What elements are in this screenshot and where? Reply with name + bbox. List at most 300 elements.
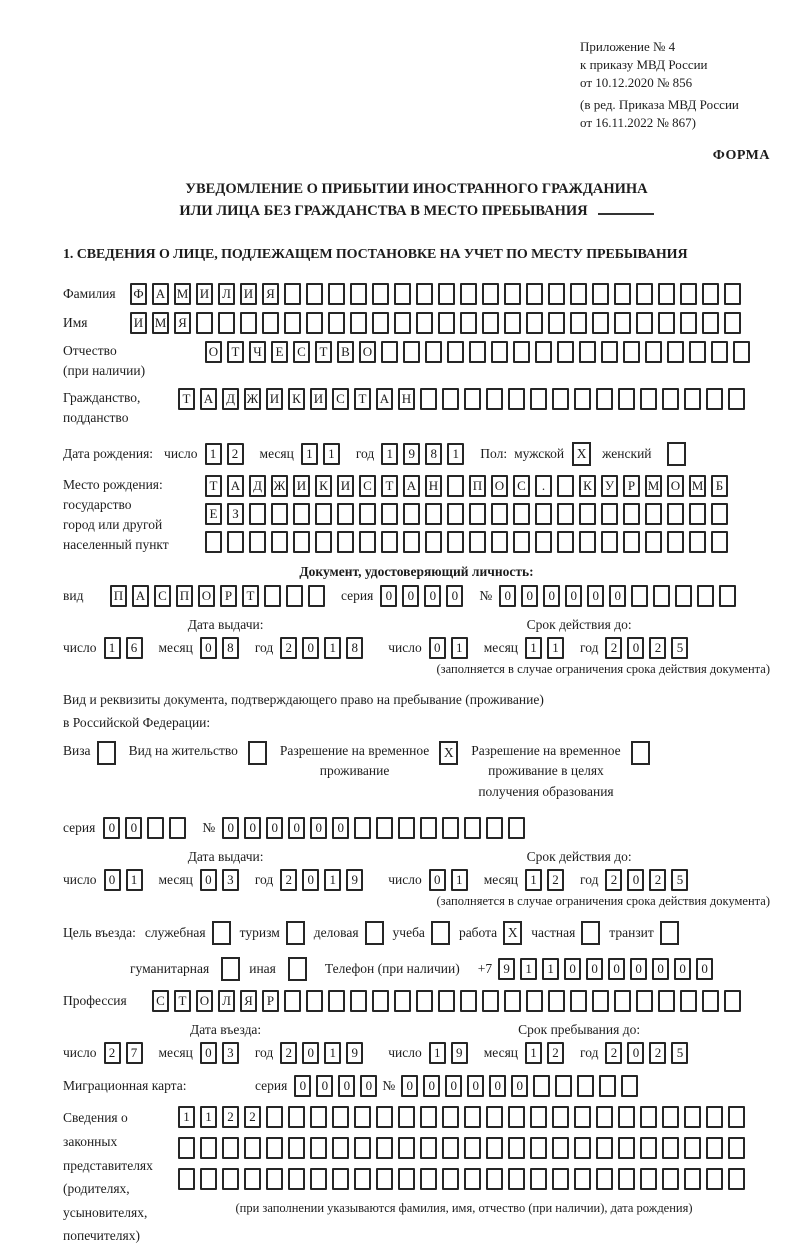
char-cell[interactable]: [310, 1168, 327, 1190]
char-cell[interactable]: 1: [324, 1042, 341, 1064]
char-cell[interactable]: [328, 283, 345, 305]
char-cell[interactable]: [486, 817, 503, 839]
char-cell[interactable]: [513, 503, 530, 525]
char-cell[interactable]: [636, 312, 653, 334]
char-cell[interactable]: Я: [262, 283, 279, 305]
char-cell[interactable]: 5: [671, 637, 688, 659]
char-cell[interactable]: А: [403, 475, 420, 497]
char-cell[interactable]: [724, 990, 741, 1012]
char-cell[interactable]: [504, 283, 521, 305]
char-cell[interactable]: [574, 1106, 591, 1128]
char-cell[interactable]: [306, 312, 323, 334]
char-cell[interactable]: [264, 585, 281, 607]
char-cell[interactable]: [482, 283, 499, 305]
char-cell[interactable]: 1: [178, 1106, 195, 1128]
char-cell[interactable]: 0: [429, 869, 446, 891]
char-cell[interactable]: [420, 388, 437, 410]
char-cell[interactable]: [398, 817, 415, 839]
char-cell[interactable]: [266, 1168, 283, 1190]
char-cell[interactable]: 0: [446, 585, 463, 607]
char-cell[interactable]: [513, 531, 530, 553]
char-cell[interactable]: 5: [671, 869, 688, 891]
char-cell[interactable]: Е: [205, 503, 222, 525]
char-cell[interactable]: [702, 312, 719, 334]
char-cell[interactable]: 3: [222, 1042, 239, 1064]
char-cell[interactable]: И: [240, 283, 257, 305]
char-cell[interactable]: [293, 503, 310, 525]
char-cell[interactable]: [306, 990, 323, 1012]
char-cell[interactable]: [728, 1168, 745, 1190]
char-cell[interactable]: [420, 1106, 437, 1128]
char-cell[interactable]: [420, 1168, 437, 1190]
char-cell[interactable]: [684, 388, 701, 410]
char-cell[interactable]: [394, 312, 411, 334]
char-cell[interactable]: 0: [424, 585, 441, 607]
char-cell[interactable]: [596, 1168, 613, 1190]
char-cell[interactable]: [535, 341, 552, 363]
char-cell[interactable]: 1: [323, 443, 340, 465]
char-cell[interactable]: М: [689, 475, 706, 497]
char-cell[interactable]: 0: [521, 585, 538, 607]
char-cell[interactable]: [623, 503, 640, 525]
char-cell[interactable]: [728, 388, 745, 410]
char-cell[interactable]: [552, 1137, 569, 1159]
char-cell[interactable]: 0: [302, 869, 319, 891]
char-cell[interactable]: 0: [200, 869, 217, 891]
char-cell[interactable]: К: [579, 475, 596, 497]
char-cell[interactable]: [310, 1137, 327, 1159]
char-cell[interactable]: 0: [467, 1075, 484, 1097]
char-cell[interactable]: Ф: [130, 283, 147, 305]
char-cell[interactable]: [592, 312, 609, 334]
char-cell[interactable]: 0: [429, 637, 446, 659]
char-cell[interactable]: 9: [498, 958, 515, 980]
char-cell[interactable]: [337, 503, 354, 525]
char-cell[interactable]: С: [332, 388, 349, 410]
char-cell[interactable]: [359, 503, 376, 525]
char-cell[interactable]: 0: [608, 958, 625, 980]
char-cell[interactable]: [350, 312, 367, 334]
char-cell[interactable]: [328, 990, 345, 1012]
char-cell[interactable]: 2: [280, 869, 297, 891]
char-cell[interactable]: [491, 503, 508, 525]
char-cell[interactable]: [376, 817, 393, 839]
char-cell[interactable]: 1: [381, 443, 398, 465]
char-cell[interactable]: [508, 1168, 525, 1190]
char-cell[interactable]: [577, 1075, 594, 1097]
char-cell[interactable]: 0: [310, 817, 327, 839]
char-cell[interactable]: 1: [547, 637, 564, 659]
char-cell[interactable]: [244, 1168, 261, 1190]
char-cell[interactable]: 0: [338, 1075, 355, 1097]
char-cell[interactable]: 9: [346, 1042, 363, 1064]
char-cell[interactable]: О: [359, 341, 376, 363]
char-cell[interactable]: О: [196, 990, 213, 1012]
char-cell[interactable]: П: [110, 585, 127, 607]
char-cell[interactable]: 0: [489, 1075, 506, 1097]
char-cell[interactable]: [438, 990, 455, 1012]
char-cell[interactable]: Ч: [249, 341, 266, 363]
char-cell[interactable]: [376, 1168, 393, 1190]
char-cell[interactable]: [614, 990, 631, 1012]
char-cell[interactable]: [420, 817, 437, 839]
char-cell[interactable]: 2: [605, 637, 622, 659]
char-cell[interactable]: 0: [380, 585, 397, 607]
char-cell[interactable]: [535, 503, 552, 525]
char-cell[interactable]: [579, 503, 596, 525]
char-cell[interactable]: 2: [222, 1106, 239, 1128]
char-cell[interactable]: [249, 531, 266, 553]
char-cell[interactable]: Т: [315, 341, 332, 363]
char-cell[interactable]: [618, 1106, 635, 1128]
purpose-tourism-checkbox[interactable]: [286, 921, 305, 945]
char-cell[interactable]: [614, 283, 631, 305]
char-cell[interactable]: 0: [543, 585, 560, 607]
char-cell[interactable]: М: [174, 283, 191, 305]
char-cell[interactable]: 0: [402, 585, 419, 607]
char-cell[interactable]: [557, 531, 574, 553]
char-cell[interactable]: 8: [346, 637, 363, 659]
char-cell[interactable]: [733, 341, 750, 363]
char-cell[interactable]: [398, 1168, 415, 1190]
char-cell[interactable]: 0: [627, 637, 644, 659]
char-cell[interactable]: [601, 531, 618, 553]
char-cell[interactable]: 0: [609, 585, 626, 607]
char-cell[interactable]: [394, 990, 411, 1012]
char-cell[interactable]: Т: [381, 475, 398, 497]
char-cell[interactable]: [574, 1137, 591, 1159]
char-cell[interactable]: [469, 503, 486, 525]
char-cell[interactable]: [288, 1137, 305, 1159]
char-cell[interactable]: [697, 585, 714, 607]
char-cell[interactable]: [381, 503, 398, 525]
char-cell[interactable]: [596, 1106, 613, 1128]
char-cell[interactable]: Д: [222, 388, 239, 410]
char-cell[interactable]: 2: [547, 869, 564, 891]
char-cell[interactable]: 1: [447, 443, 464, 465]
char-cell[interactable]: [548, 990, 565, 1012]
char-cell[interactable]: 0: [104, 869, 121, 891]
char-cell[interactable]: [403, 341, 420, 363]
char-cell[interactable]: [447, 475, 464, 497]
char-cell[interactable]: [438, 312, 455, 334]
char-cell[interactable]: 0: [332, 817, 349, 839]
char-cell[interactable]: [596, 388, 613, 410]
char-cell[interactable]: [662, 1168, 679, 1190]
char-cell[interactable]: 0: [288, 817, 305, 839]
char-cell[interactable]: [425, 503, 442, 525]
residence-permit-checkbox[interactable]: [248, 741, 267, 765]
char-cell[interactable]: [552, 1168, 569, 1190]
visa-checkbox[interactable]: [97, 741, 116, 765]
char-cell[interactable]: [728, 1137, 745, 1159]
char-cell[interactable]: [555, 1075, 572, 1097]
char-cell[interactable]: [526, 990, 543, 1012]
char-cell[interactable]: 0: [316, 1075, 333, 1097]
char-cell[interactable]: [601, 503, 618, 525]
char-cell[interactable]: [711, 531, 728, 553]
char-cell[interactable]: Р: [262, 990, 279, 1012]
char-cell[interactable]: [425, 531, 442, 553]
char-cell[interactable]: С: [513, 475, 530, 497]
char-cell[interactable]: [552, 388, 569, 410]
char-cell[interactable]: [508, 817, 525, 839]
purpose-business-checkbox[interactable]: [365, 921, 384, 945]
char-cell[interactable]: 0: [103, 817, 120, 839]
char-cell[interactable]: [244, 1137, 261, 1159]
sex-male-checkbox[interactable]: X: [572, 442, 591, 466]
char-cell[interactable]: В: [337, 341, 354, 363]
char-cell[interactable]: [486, 1106, 503, 1128]
char-cell[interactable]: [464, 1168, 481, 1190]
char-cell[interactable]: [328, 312, 345, 334]
char-cell[interactable]: 1: [126, 869, 143, 891]
char-cell[interactable]: 0: [630, 958, 647, 980]
char-cell[interactable]: [658, 990, 675, 1012]
char-cell[interactable]: [420, 1137, 437, 1159]
char-cell[interactable]: А: [200, 388, 217, 410]
char-cell[interactable]: [706, 1137, 723, 1159]
char-cell[interactable]: [205, 531, 222, 553]
char-cell[interactable]: [719, 585, 736, 607]
char-cell[interactable]: [533, 1075, 550, 1097]
char-cell[interactable]: [354, 817, 371, 839]
sex-female-checkbox[interactable]: [667, 442, 686, 466]
char-cell[interactable]: Л: [218, 283, 235, 305]
char-cell[interactable]: [621, 1075, 638, 1097]
char-cell[interactable]: [702, 990, 719, 1012]
char-cell[interactable]: [306, 283, 323, 305]
char-cell[interactable]: [706, 1106, 723, 1128]
char-cell[interactable]: [271, 503, 288, 525]
char-cell[interactable]: [623, 531, 640, 553]
char-cell[interactable]: [482, 312, 499, 334]
char-cell[interactable]: [354, 1168, 371, 1190]
char-cell[interactable]: 1: [324, 637, 341, 659]
char-cell[interactable]: [284, 990, 301, 1012]
char-cell[interactable]: [574, 1168, 591, 1190]
char-cell[interactable]: [372, 990, 389, 1012]
char-cell[interactable]: 0: [564, 958, 581, 980]
char-cell[interactable]: [315, 503, 332, 525]
char-cell[interactable]: [689, 341, 706, 363]
char-cell[interactable]: Н: [398, 388, 415, 410]
char-cell[interactable]: [667, 503, 684, 525]
char-cell[interactable]: [442, 1106, 459, 1128]
char-cell[interactable]: [530, 388, 547, 410]
char-cell[interactable]: [398, 1106, 415, 1128]
char-cell[interactable]: 0: [266, 817, 283, 839]
char-cell[interactable]: [394, 283, 411, 305]
char-cell[interactable]: 2: [605, 1042, 622, 1064]
char-cell[interactable]: [486, 1137, 503, 1159]
char-cell[interactable]: Т: [354, 388, 371, 410]
char-cell[interactable]: Б: [711, 475, 728, 497]
char-cell[interactable]: [438, 283, 455, 305]
char-cell[interactable]: 1: [324, 869, 341, 891]
char-cell[interactable]: С: [152, 990, 169, 1012]
char-cell[interactable]: [469, 531, 486, 553]
char-cell[interactable]: 0: [586, 958, 603, 980]
char-cell[interactable]: [262, 312, 279, 334]
char-cell[interactable]: [504, 312, 521, 334]
char-cell[interactable]: [658, 312, 675, 334]
char-cell[interactable]: 1: [200, 1106, 217, 1128]
char-cell[interactable]: [592, 990, 609, 1012]
char-cell[interactable]: .: [535, 475, 552, 497]
char-cell[interactable]: [266, 1137, 283, 1159]
char-cell[interactable]: Т: [178, 388, 195, 410]
char-cell[interactable]: 0: [674, 958, 691, 980]
purpose-study-checkbox[interactable]: [431, 921, 450, 945]
char-cell[interactable]: 0: [222, 817, 239, 839]
char-cell[interactable]: [222, 1137, 239, 1159]
char-cell[interactable]: 0: [652, 958, 669, 980]
char-cell[interactable]: 1: [525, 1042, 542, 1064]
char-cell[interactable]: К: [288, 388, 305, 410]
char-cell[interactable]: 9: [451, 1042, 468, 1064]
char-cell[interactable]: [491, 341, 508, 363]
char-cell[interactable]: [147, 817, 164, 839]
char-cell[interactable]: [636, 990, 653, 1012]
temp-residence-checkbox[interactable]: X: [439, 741, 458, 765]
char-cell[interactable]: 2: [649, 869, 666, 891]
char-cell[interactable]: 7: [126, 1042, 143, 1064]
char-cell[interactable]: [240, 312, 257, 334]
char-cell[interactable]: 0: [627, 869, 644, 891]
char-cell[interactable]: [706, 388, 723, 410]
char-cell[interactable]: А: [152, 283, 169, 305]
char-cell[interactable]: [359, 531, 376, 553]
char-cell[interactable]: [442, 1137, 459, 1159]
char-cell[interactable]: Е: [271, 341, 288, 363]
char-cell[interactable]: [680, 283, 697, 305]
char-cell[interactable]: Т: [242, 585, 259, 607]
char-cell[interactable]: [169, 817, 186, 839]
char-cell[interactable]: [416, 283, 433, 305]
char-cell[interactable]: [702, 283, 719, 305]
char-cell[interactable]: И: [310, 388, 327, 410]
char-cell[interactable]: И: [266, 388, 283, 410]
char-cell[interactable]: [442, 1168, 459, 1190]
char-cell[interactable]: 2: [605, 869, 622, 891]
char-cell[interactable]: [530, 1137, 547, 1159]
char-cell[interactable]: [526, 312, 543, 334]
char-cell[interactable]: [196, 312, 213, 334]
char-cell[interactable]: [469, 341, 486, 363]
char-cell[interactable]: [372, 283, 389, 305]
char-cell[interactable]: [508, 388, 525, 410]
char-cell[interactable]: Ж: [271, 475, 288, 497]
char-cell[interactable]: М: [152, 312, 169, 334]
char-cell[interactable]: 1: [520, 958, 537, 980]
char-cell[interactable]: [354, 1137, 371, 1159]
char-cell[interactable]: К: [315, 475, 332, 497]
char-cell[interactable]: [416, 312, 433, 334]
char-cell[interactable]: 1: [525, 869, 542, 891]
char-cell[interactable]: Т: [227, 341, 244, 363]
char-cell[interactable]: [200, 1168, 217, 1190]
char-cell[interactable]: [706, 1168, 723, 1190]
char-cell[interactable]: [689, 503, 706, 525]
char-cell[interactable]: [570, 312, 587, 334]
char-cell[interactable]: З: [227, 503, 244, 525]
char-cell[interactable]: [293, 531, 310, 553]
char-cell[interactable]: 0: [587, 585, 604, 607]
char-cell[interactable]: 0: [499, 585, 516, 607]
char-cell[interactable]: Р: [623, 475, 640, 497]
char-cell[interactable]: [653, 585, 670, 607]
char-cell[interactable]: С: [154, 585, 171, 607]
char-cell[interactable]: [332, 1168, 349, 1190]
char-cell[interactable]: О: [198, 585, 215, 607]
char-cell[interactable]: 1: [301, 443, 318, 465]
temp-residence-education-checkbox[interactable]: [631, 741, 650, 765]
char-cell[interactable]: 2: [649, 1042, 666, 1064]
char-cell[interactable]: [416, 990, 433, 1012]
char-cell[interactable]: [350, 990, 367, 1012]
char-cell[interactable]: А: [132, 585, 149, 607]
char-cell[interactable]: [376, 1106, 393, 1128]
char-cell[interactable]: О: [667, 475, 684, 497]
char-cell[interactable]: 3: [222, 869, 239, 891]
char-cell[interactable]: [557, 341, 574, 363]
char-cell[interactable]: [464, 817, 481, 839]
char-cell[interactable]: [711, 341, 728, 363]
char-cell[interactable]: [308, 585, 325, 607]
char-cell[interactable]: [680, 312, 697, 334]
char-cell[interactable]: [662, 1137, 679, 1159]
char-cell[interactable]: [684, 1106, 701, 1128]
char-cell[interactable]: [631, 585, 648, 607]
char-cell[interactable]: [530, 1168, 547, 1190]
char-cell[interactable]: 0: [696, 958, 713, 980]
char-cell[interactable]: П: [469, 475, 486, 497]
char-cell[interactable]: [570, 283, 587, 305]
char-cell[interactable]: [658, 283, 675, 305]
char-cell[interactable]: [618, 1168, 635, 1190]
char-cell[interactable]: [640, 1168, 657, 1190]
char-cell[interactable]: [645, 503, 662, 525]
char-cell[interactable]: [579, 531, 596, 553]
char-cell[interactable]: 5: [671, 1042, 688, 1064]
char-cell[interactable]: [381, 531, 398, 553]
char-cell[interactable]: [464, 1106, 481, 1128]
char-cell[interactable]: 1: [451, 637, 468, 659]
char-cell[interactable]: [403, 503, 420, 525]
char-cell[interactable]: Я: [240, 990, 257, 1012]
char-cell[interactable]: [645, 531, 662, 553]
char-cell[interactable]: [222, 1168, 239, 1190]
char-cell[interactable]: [684, 1137, 701, 1159]
char-cell[interactable]: [372, 312, 389, 334]
char-cell[interactable]: 0: [423, 1075, 440, 1097]
char-cell[interactable]: [218, 312, 235, 334]
char-cell[interactable]: [447, 503, 464, 525]
char-cell[interactable]: [570, 990, 587, 1012]
char-cell[interactable]: [442, 388, 459, 410]
char-cell[interactable]: Т: [174, 990, 191, 1012]
char-cell[interactable]: [640, 1106, 657, 1128]
char-cell[interactable]: [504, 990, 521, 1012]
char-cell[interactable]: 1: [104, 637, 121, 659]
char-cell[interactable]: [596, 1137, 613, 1159]
char-cell[interactable]: [178, 1168, 195, 1190]
char-cell[interactable]: [548, 283, 565, 305]
char-cell[interactable]: Н: [425, 475, 442, 497]
char-cell[interactable]: 0: [200, 1042, 217, 1064]
char-cell[interactable]: 0: [627, 1042, 644, 1064]
